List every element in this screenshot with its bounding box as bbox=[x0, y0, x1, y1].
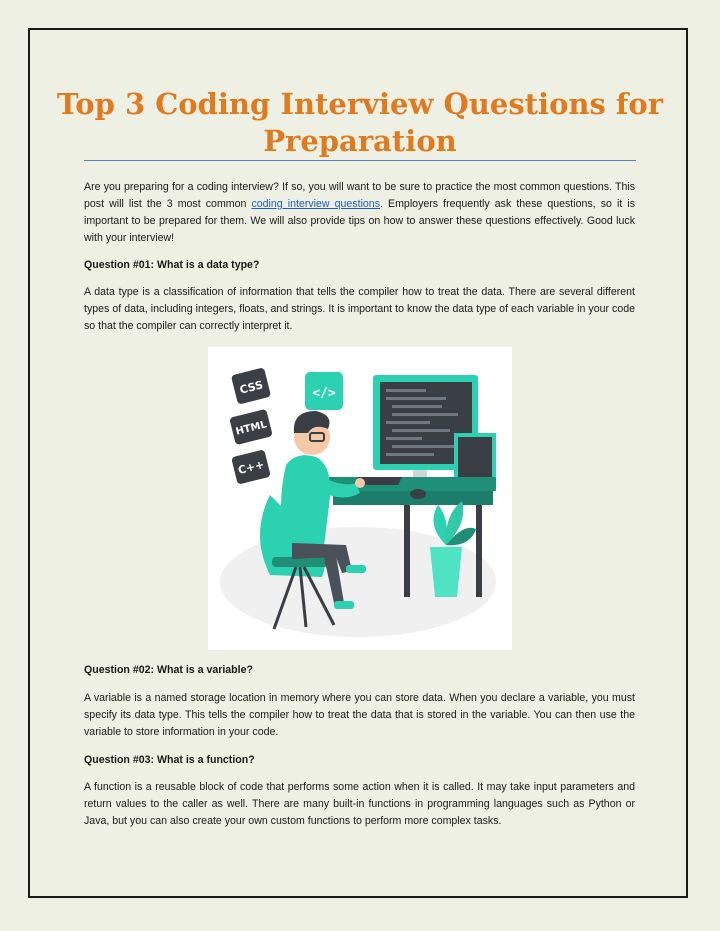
title-divider bbox=[84, 160, 636, 161]
intro-text-start: Are you preparing for a coding interview? If so, you will want to be sure to practice the most common questions. This post will list the 3 most common bbox=[84, 181, 635, 210]
monitor-icon bbox=[373, 375, 496, 491]
title-line-2: Preparation bbox=[263, 124, 457, 158]
question-3-heading: Question #03: What is a function? bbox=[84, 754, 255, 766]
cpp-badge-icon bbox=[231, 449, 271, 484]
svg-text:</>: </> bbox=[312, 386, 336, 401]
svg-text:HTML: HTML bbox=[234, 419, 268, 438]
html-badge-icon bbox=[229, 409, 273, 445]
question-1-body: A data type is a classification of information that tells the compiler how to treat the data. There are several different types of data, including integers, floats, and strings. It is important to know the data type of each variable in your code so that the compiler can correctly interpret it. bbox=[84, 286, 635, 332]
question-1-heading: Question #01: What is a data type? bbox=[84, 259, 260, 271]
css-badge-icon bbox=[231, 367, 271, 404]
intro-paragraph bbox=[84, 179, 635, 247]
intro-text-end: . Employers frequently ask these questions, so it is important to be prepared for them. We will also provide tips on how to answer these questions effectively. Good luck with your interview! bbox=[84, 198, 636, 244]
coding-interview-questions-link[interactable]: coding interview questions bbox=[251, 198, 381, 210]
code-icon bbox=[305, 372, 343, 410]
title-line-1: Top 3 Coding Interview Questions for bbox=[56, 87, 664, 121]
question-3-body: A function is a reusable block of code that performs some action when it is called. It may take input parameters and return values to the caller as well. There are many built-in functions in programming languages such as Python or Java, but you can also create your own custom functions to perform more complex tasks. bbox=[84, 781, 635, 827]
question-2-heading: Question #02: What is a variable? bbox=[84, 664, 253, 676]
svg-text:CSS: CSS bbox=[238, 378, 265, 397]
svg-text:C++: C++ bbox=[236, 457, 266, 477]
page-title bbox=[0, 86, 720, 160]
question-2-body: A variable is a named storage location in memory where you can store data. When you declare a variable, you must specify its data type. This tells the compiler how to treat the data that is stored in the variable. You can then use the variable to store information in your code. bbox=[84, 692, 635, 738]
developer-illustration bbox=[208, 347, 512, 650]
